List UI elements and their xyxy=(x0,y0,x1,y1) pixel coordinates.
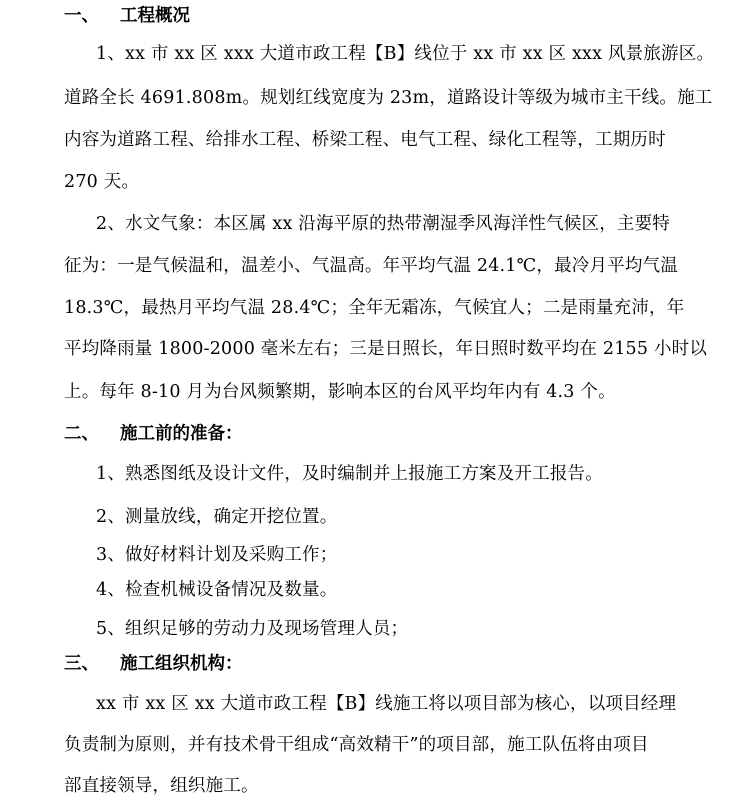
paragraph-line: 内容为道路工程、给排水工程、桥梁工程、电气工程、绿化工程等，工期历时 xyxy=(64,130,666,150)
paragraph-line: 道路全长 4691.808m。规划红线宽度为 23m，道路设计等级为城市主干线。施工 xyxy=(64,88,713,108)
paragraph-line: 270 天。 xyxy=(64,172,140,192)
list-item: 2、测量放线，确定开挖位置。 xyxy=(96,507,338,527)
paragraph-line: 部直接领导，组织施工。 xyxy=(64,776,259,796)
paragraph-line: 平均降雨量 1800-2000 毫米左右；三是日照长，年日照时数平均在 2155 小时以 xyxy=(64,339,708,359)
paragraph-line: xx 市 xx 区 xx 大道市政工程【B】线施工将以项目部为核心，以项目经理 xyxy=(96,694,677,714)
paragraph-line: 1、xx 市 xx 区 xxx 大道市政工程【B】线位于 xx 市 xx 区 xxx 风景旅游区。 xyxy=(96,44,715,64)
section-heading-3 xyxy=(64,652,243,676)
paragraph-line: 2、水文气象：本区属 xx 沿海平原的热带潮湿季风海洋性气候区，主要特 xyxy=(96,214,670,234)
section-heading-2 xyxy=(64,422,243,446)
section-number: 一、 xyxy=(64,6,99,26)
paragraph-line: 上。每年 8-10 月为台风频繁期，影响本区的台风平均年内有 4.3 个。 xyxy=(64,382,616,402)
paragraph-line: 18.3℃，最热月平均气温 28.4℃；全年无霜冻，气候宜人；二是雨量充沛，年 xyxy=(64,298,685,318)
section-number: 三、 xyxy=(64,654,99,674)
list-item: 1、熟悉图纸及设计文件，及时编制并上报施工方案及开工报告。 xyxy=(96,464,603,484)
section-number: 二、 xyxy=(64,424,99,444)
section-heading-1 xyxy=(64,4,190,28)
section-title: 施工前的准备： xyxy=(120,424,243,444)
list-item: 3、做好材料计划及采购工作； xyxy=(96,545,338,565)
section-title: 施工组织机构： xyxy=(120,654,243,674)
paragraph-line: 负责制为原则，并有技术骨干组成“高效精干”的项目部，施工队伍将由项目 xyxy=(64,735,649,755)
section-title: 工程概况 xyxy=(120,6,190,26)
list-item: 4、检查机械设备情况及数量。 xyxy=(96,580,338,600)
paragraph-line: 征为：一是气候温和，温差小、气温高。年平均气温 24.1℃，最冷月平均气温 xyxy=(64,256,679,276)
list-item: 5、组织足够的劳动力及现场管理人员； xyxy=(96,619,409,639)
